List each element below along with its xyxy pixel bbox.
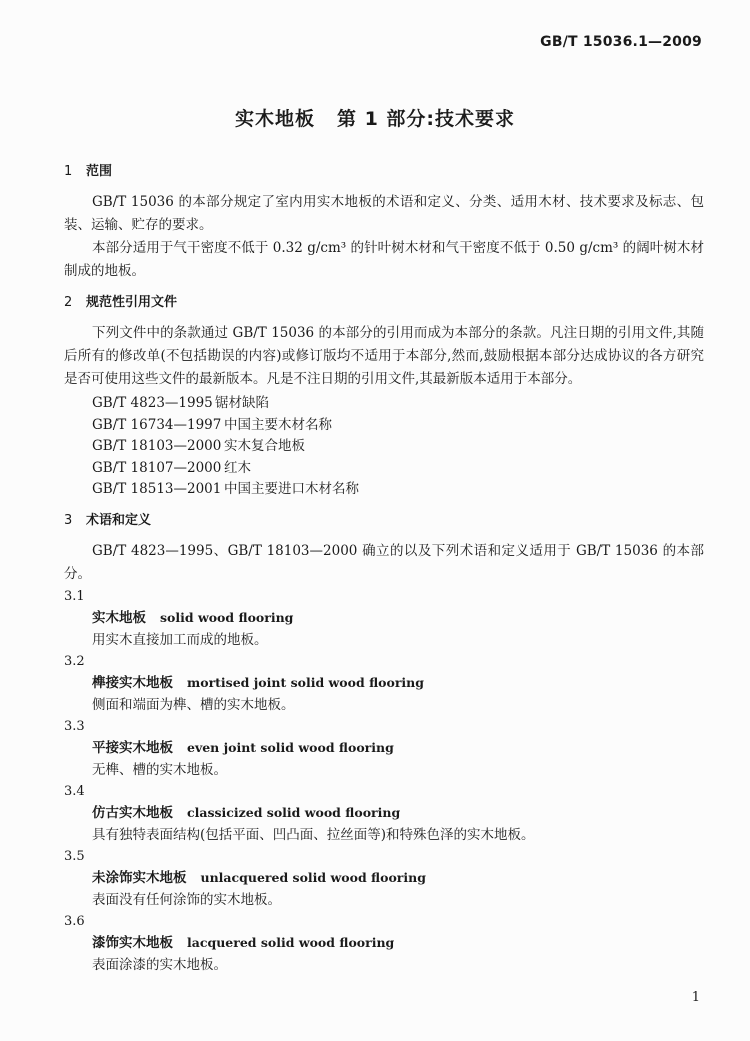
term-zh: 仿古实木地板 xyxy=(92,804,173,821)
clause-number: 3.3 xyxy=(64,718,85,734)
terms-paragraph: GB/T 4823—1995、GB/T 18103—2000 确立的以及下列术语和定义适用于 GB/T 15036 的本部分。 xyxy=(64,542,704,582)
term-definition: 用实木直接加工而成的地板。 xyxy=(92,631,268,648)
term-en: classicized solid wood flooring xyxy=(187,804,401,820)
normative-paragraph: 下列文件中的条款通过 GB/T 15036 的本部分的引用而成为本部分的条款。凡注日期的引用文件,其随后所有的修改单(不包括勘误的内容)或修订版均不适用于本部分,然而,鼓励根据本部分达成协议的各方研究是否可使用这些文件的最新版本。凡是不注日期的引用文件,其最新版本适用于本部分。 xyxy=(64,325,704,387)
reference-code: GB/T 16734—1997 xyxy=(92,416,222,433)
term-en: unlacquered solid wood flooring xyxy=(200,869,426,885)
term-zh: 未涂饰实木地板 xyxy=(92,869,187,886)
section-number: 2 xyxy=(64,295,73,310)
clause-number: 3.6 xyxy=(64,913,85,929)
reference-item xyxy=(64,393,704,415)
term-zh: 榫接实木地板 xyxy=(92,674,173,691)
term-en: solid wood flooring xyxy=(160,609,294,625)
term-zh: 漆饰实木地板 xyxy=(92,934,173,951)
term-en: lacquered solid wood flooring xyxy=(187,934,395,950)
reference-item xyxy=(64,479,704,501)
reference-item xyxy=(64,415,704,437)
term-entry xyxy=(64,867,704,889)
section-number: 1 xyxy=(64,164,73,179)
term-entry xyxy=(64,672,704,694)
reference-code: GB/T 18513—2001 xyxy=(92,481,222,497)
scope-paragraph-1: GB/T 15036 的本部分规定了室内用实木地板的术语和定义、分类、适用木材、技术要求及标志、包装、运输、贮存的要求。 xyxy=(64,194,704,233)
title-part: 第 1 部分:技术要求 xyxy=(336,108,516,130)
reference-name: 实木复合地板 xyxy=(224,438,305,454)
term-definition: 无榫、槽的实木地板。 xyxy=(92,761,227,778)
section-heading-normative-references xyxy=(64,293,704,313)
section-title: 范围 xyxy=(86,164,113,179)
section-title: 术语和定义 xyxy=(86,512,152,528)
scope-paragraph-2: 本部分适用于气干密度不低于 0.32 g/cm³ 的针叶树木材和气干密度不低于 0.50 g/cm³ 的阔叶树木材制成的地板。 xyxy=(64,240,704,279)
document-title xyxy=(0,104,750,131)
section-heading-terms xyxy=(64,511,704,531)
term-zh: 平接实木地板 xyxy=(92,739,173,756)
term-definition: 具有独特表面结构(包括平面、凹凸面、拉丝面等)和特殊色泽的实木地板。 xyxy=(92,826,535,843)
term-entry xyxy=(64,737,704,759)
section-title: 规范性引用文件 xyxy=(86,295,178,310)
reference-name: 红木 xyxy=(224,459,251,476)
reference-item xyxy=(64,436,704,458)
term-entry xyxy=(64,607,704,629)
term-definition: 侧面和端面为榫、槽的实木地板。 xyxy=(92,696,295,713)
term-en: mortised joint solid wood flooring xyxy=(187,674,424,690)
reference-item xyxy=(64,458,704,480)
clause-number: 3.4 xyxy=(64,783,85,799)
reference-code: GB/T 4823—1995 xyxy=(92,395,213,411)
term-definition: 表面涂漆的实木地板。 xyxy=(92,956,227,973)
reference-name: 中国主要木材名称 xyxy=(224,416,332,433)
reference-name: 锯材缺陷 xyxy=(215,395,269,411)
term-entry xyxy=(64,932,704,954)
standard-number: GB/T 15036.1—2009 xyxy=(540,34,702,50)
reference-name: 中国主要进口木材名称 xyxy=(224,481,359,497)
section-number: 3 xyxy=(64,512,73,528)
term-en: even joint solid wood flooring xyxy=(187,739,394,755)
clause-number: 3.1 xyxy=(64,588,85,604)
term-zh: 实木地板 xyxy=(92,609,146,626)
term-definition: 表面没有任何涂饰的实木地板。 xyxy=(92,891,281,908)
title-main: 实木地板 xyxy=(234,108,315,130)
reference-code: GB/T 18103—2000 xyxy=(92,438,222,454)
section-heading-scope xyxy=(64,162,704,182)
document-body xyxy=(64,162,704,976)
term-entry xyxy=(64,802,704,824)
page-number: 1 xyxy=(691,990,700,1005)
reference-code: GB/T 18107—2000 xyxy=(92,459,222,476)
clause-number: 3.5 xyxy=(64,848,85,864)
clause-number: 3.2 xyxy=(64,653,85,669)
